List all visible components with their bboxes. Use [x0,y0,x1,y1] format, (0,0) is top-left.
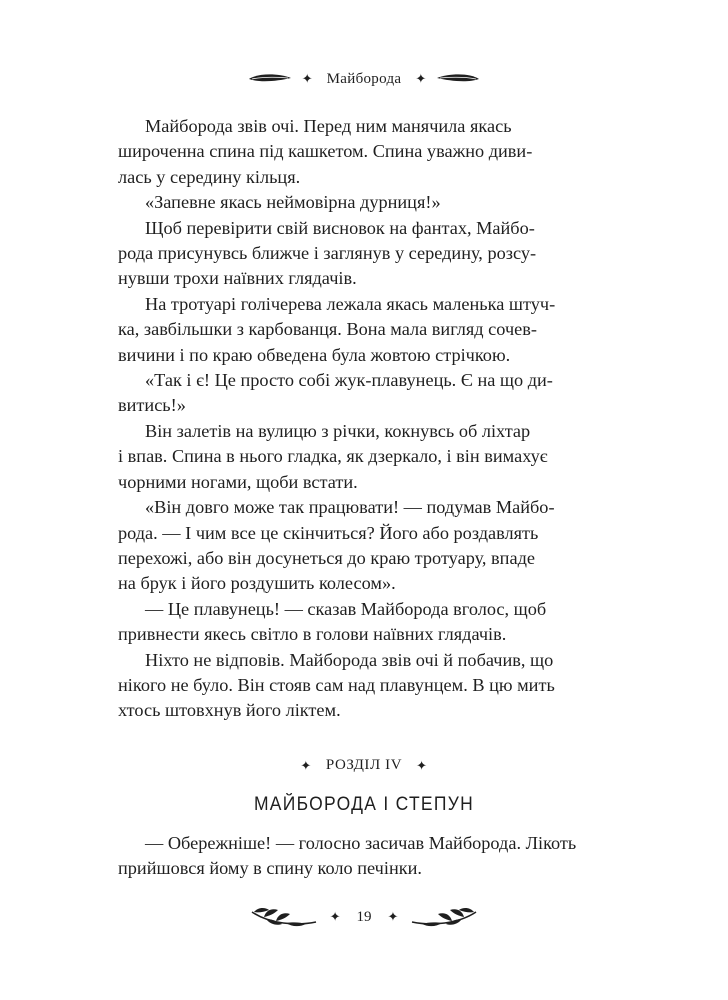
paragraph: «Так і є! Це просто собі жук-плавунець. Є на що ди- витись!» [118,370,553,416]
paragraph: Він залетів на вулицю з річки, кокнувсь об ліхтар і впав. Спина в нього гладка, як дзеркало, і він вимахує чорними ногами, щоби встати. [118,420,548,492]
star-icon: ✦ [387,909,399,925]
chapter-title: МАЙБОРОДА І СТЕПУН [253,794,475,815]
running-header [0,64,728,94]
paragraph: На тротуарі голічерева лежала якась маленька штуч- ка, завбільшки з карбованця. Вона мала вигляд сочев- вичини і по краю обведена була жовтою стрічкою. [118,293,556,365]
chapter-label [0,757,728,774]
paragraph: «Запевне якась неймовірна дурниця!» [145,192,441,213]
star-icon: ✦ [416,758,428,773]
star-icon: ✦ [329,909,341,925]
star-icon: ✦ [300,758,312,773]
leaf-ornament-icon [436,72,480,86]
paragraph: Щоб перевірити свій висновок на фантах, Майбо- рода присунувсь ближче і заглянув у середину, розсу- нувши трохи наївних глядачів. [118,217,537,289]
chapter-number: РОЗДІЛ IV [325,757,403,773]
paragraph: Майборода звів очі. Перед ним манячила якась широченна спина під кашкетом. Спина уважно диви- лась у середину кільця. [118,116,533,187]
star-icon: ✦ [415,71,427,87]
wheat-branch-icon [250,904,318,930]
paragraph: Ніхто не відповів. Майборода звів очі й побачив, що нікого не було. Він стояв сам над плавунцем. В цю мить хтось штовхнув його ліктем. [118,649,555,721]
body-text [118,114,612,724]
chapter-text [118,831,612,882]
paragraph: «Він довго може так працювати! — подумав Майбо- рода. — І чим все це скінчиться? Його або роздавлять перехожі, або він досунеться до краю тротуару, впаде на брук і його роздушить колесом». [118,497,555,594]
wheat-branch-icon [410,904,478,930]
star-icon: ✦ [301,71,313,87]
running-header-title: Майборода [326,70,402,87]
running-footer [0,900,728,934]
paragraph: — Це плавунець! — сказав Майборода вголос, щоб привнести якесь світло в голови наївних глядачів. [118,598,547,645]
paragraph: — Обережніше! — голосно засичав Майборода. Лікоть прийшовся йому в спину коло печінки. [118,833,577,879]
page-number: 19 [356,908,372,925]
leaf-ornament-icon [248,72,292,86]
